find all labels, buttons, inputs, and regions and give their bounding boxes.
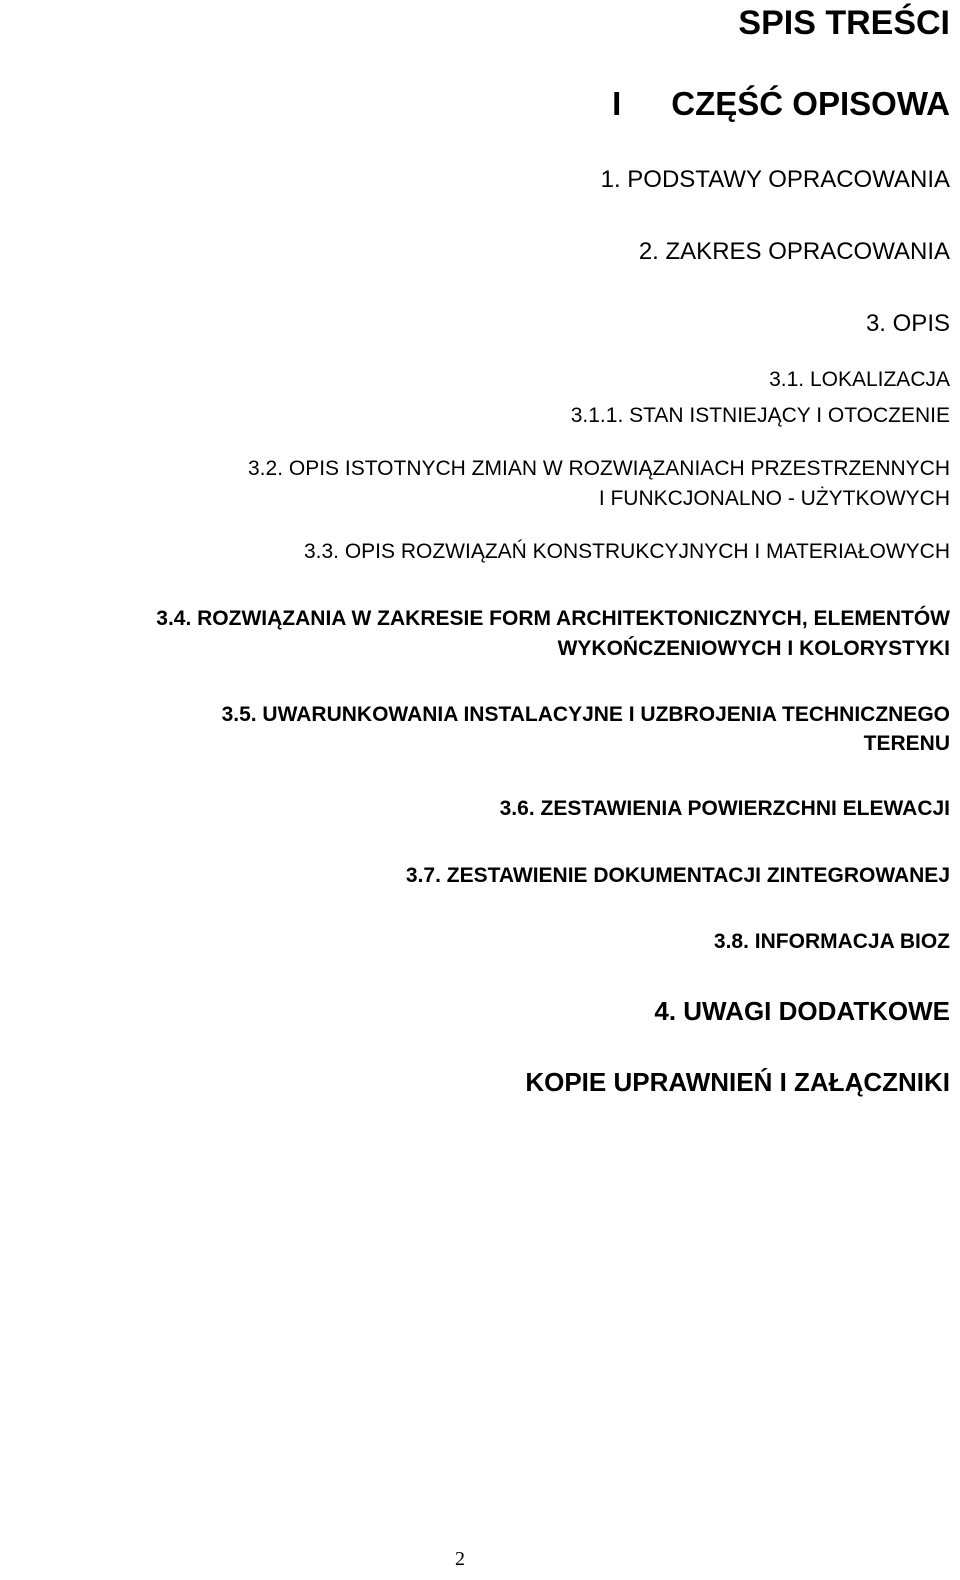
- toc-entry-3-6: 3.6. ZESTAWIENIA POWIERZCHNI ELEWACJI: [499, 797, 950, 820]
- page-number: 2: [455, 1548, 465, 1570]
- toc-entry-3-8: 3.8. INFORMACJA BIOZ: [713, 930, 950, 953]
- toc-entry-3-1: 3.1. LOKALIZACJA: [769, 368, 950, 391]
- part-label: CZĘŚĆ OPISOWA: [671, 85, 950, 122]
- toc-entry-3-5-line1: 3.5. UWARUNKOWANIA INSTALACYJNE I UZBROJENIA TECHNICZNEGO: [221, 703, 950, 726]
- toc-entry-2: 2. ZAKRES OPRACOWANIA: [638, 238, 950, 265]
- toc-entry-1: 1. PODSTAWY OPRACOWANIA: [600, 166, 950, 193]
- toc-entry-3: 3. OPIS: [865, 310, 950, 337]
- part-roman-numeral: I: [612, 85, 622, 122]
- toc-entry-4: 4. UWAGI DODATKOWE: [654, 996, 950, 1026]
- toc-entry-3-5-line2: TERENU: [863, 732, 950, 755]
- toc-entry-3-1-1: 3.1.1. STAN ISTNIEJĄCY I OTOCZENIE: [570, 404, 950, 427]
- toc-entry-3-2-line1: 3.2. OPIS ISTOTNYCH ZMIAN W ROZWIĄZANIACH PRZESTRZENNYCH: [248, 457, 950, 480]
- toc-entry-3-7: 3.7. ZESTAWIENIE DOKUMENTACJI ZINTEGROWANEJ: [405, 864, 950, 887]
- toc-entry-3-4-line1: 3.4. ROZWIĄZANIA W ZAKRESIE FORM ARCHITEKTONICZNYCH, ELEMENTÓW: [156, 607, 950, 630]
- toc-title: SPIS TREŚCI: [738, 4, 950, 42]
- part-heading: [612, 87, 950, 120]
- toc-entry-kopie: KOPIE UPRAWNIEŃ I ZAŁĄCZNIKI: [525, 1067, 950, 1097]
- toc-entry-3-3: 3.3. OPIS ROZWIĄZAŃ KONSTRUKCYJNYCH I MATERIAŁOWYCH: [303, 540, 950, 563]
- toc-entry-3-4-line2: WYKOŃCZENIOWYCH I KOLORYSTYKI: [557, 637, 950, 660]
- toc-entry-3-2-line2: I FUNKCJONALNO - UŻYTKOWYCH: [598, 487, 950, 510]
